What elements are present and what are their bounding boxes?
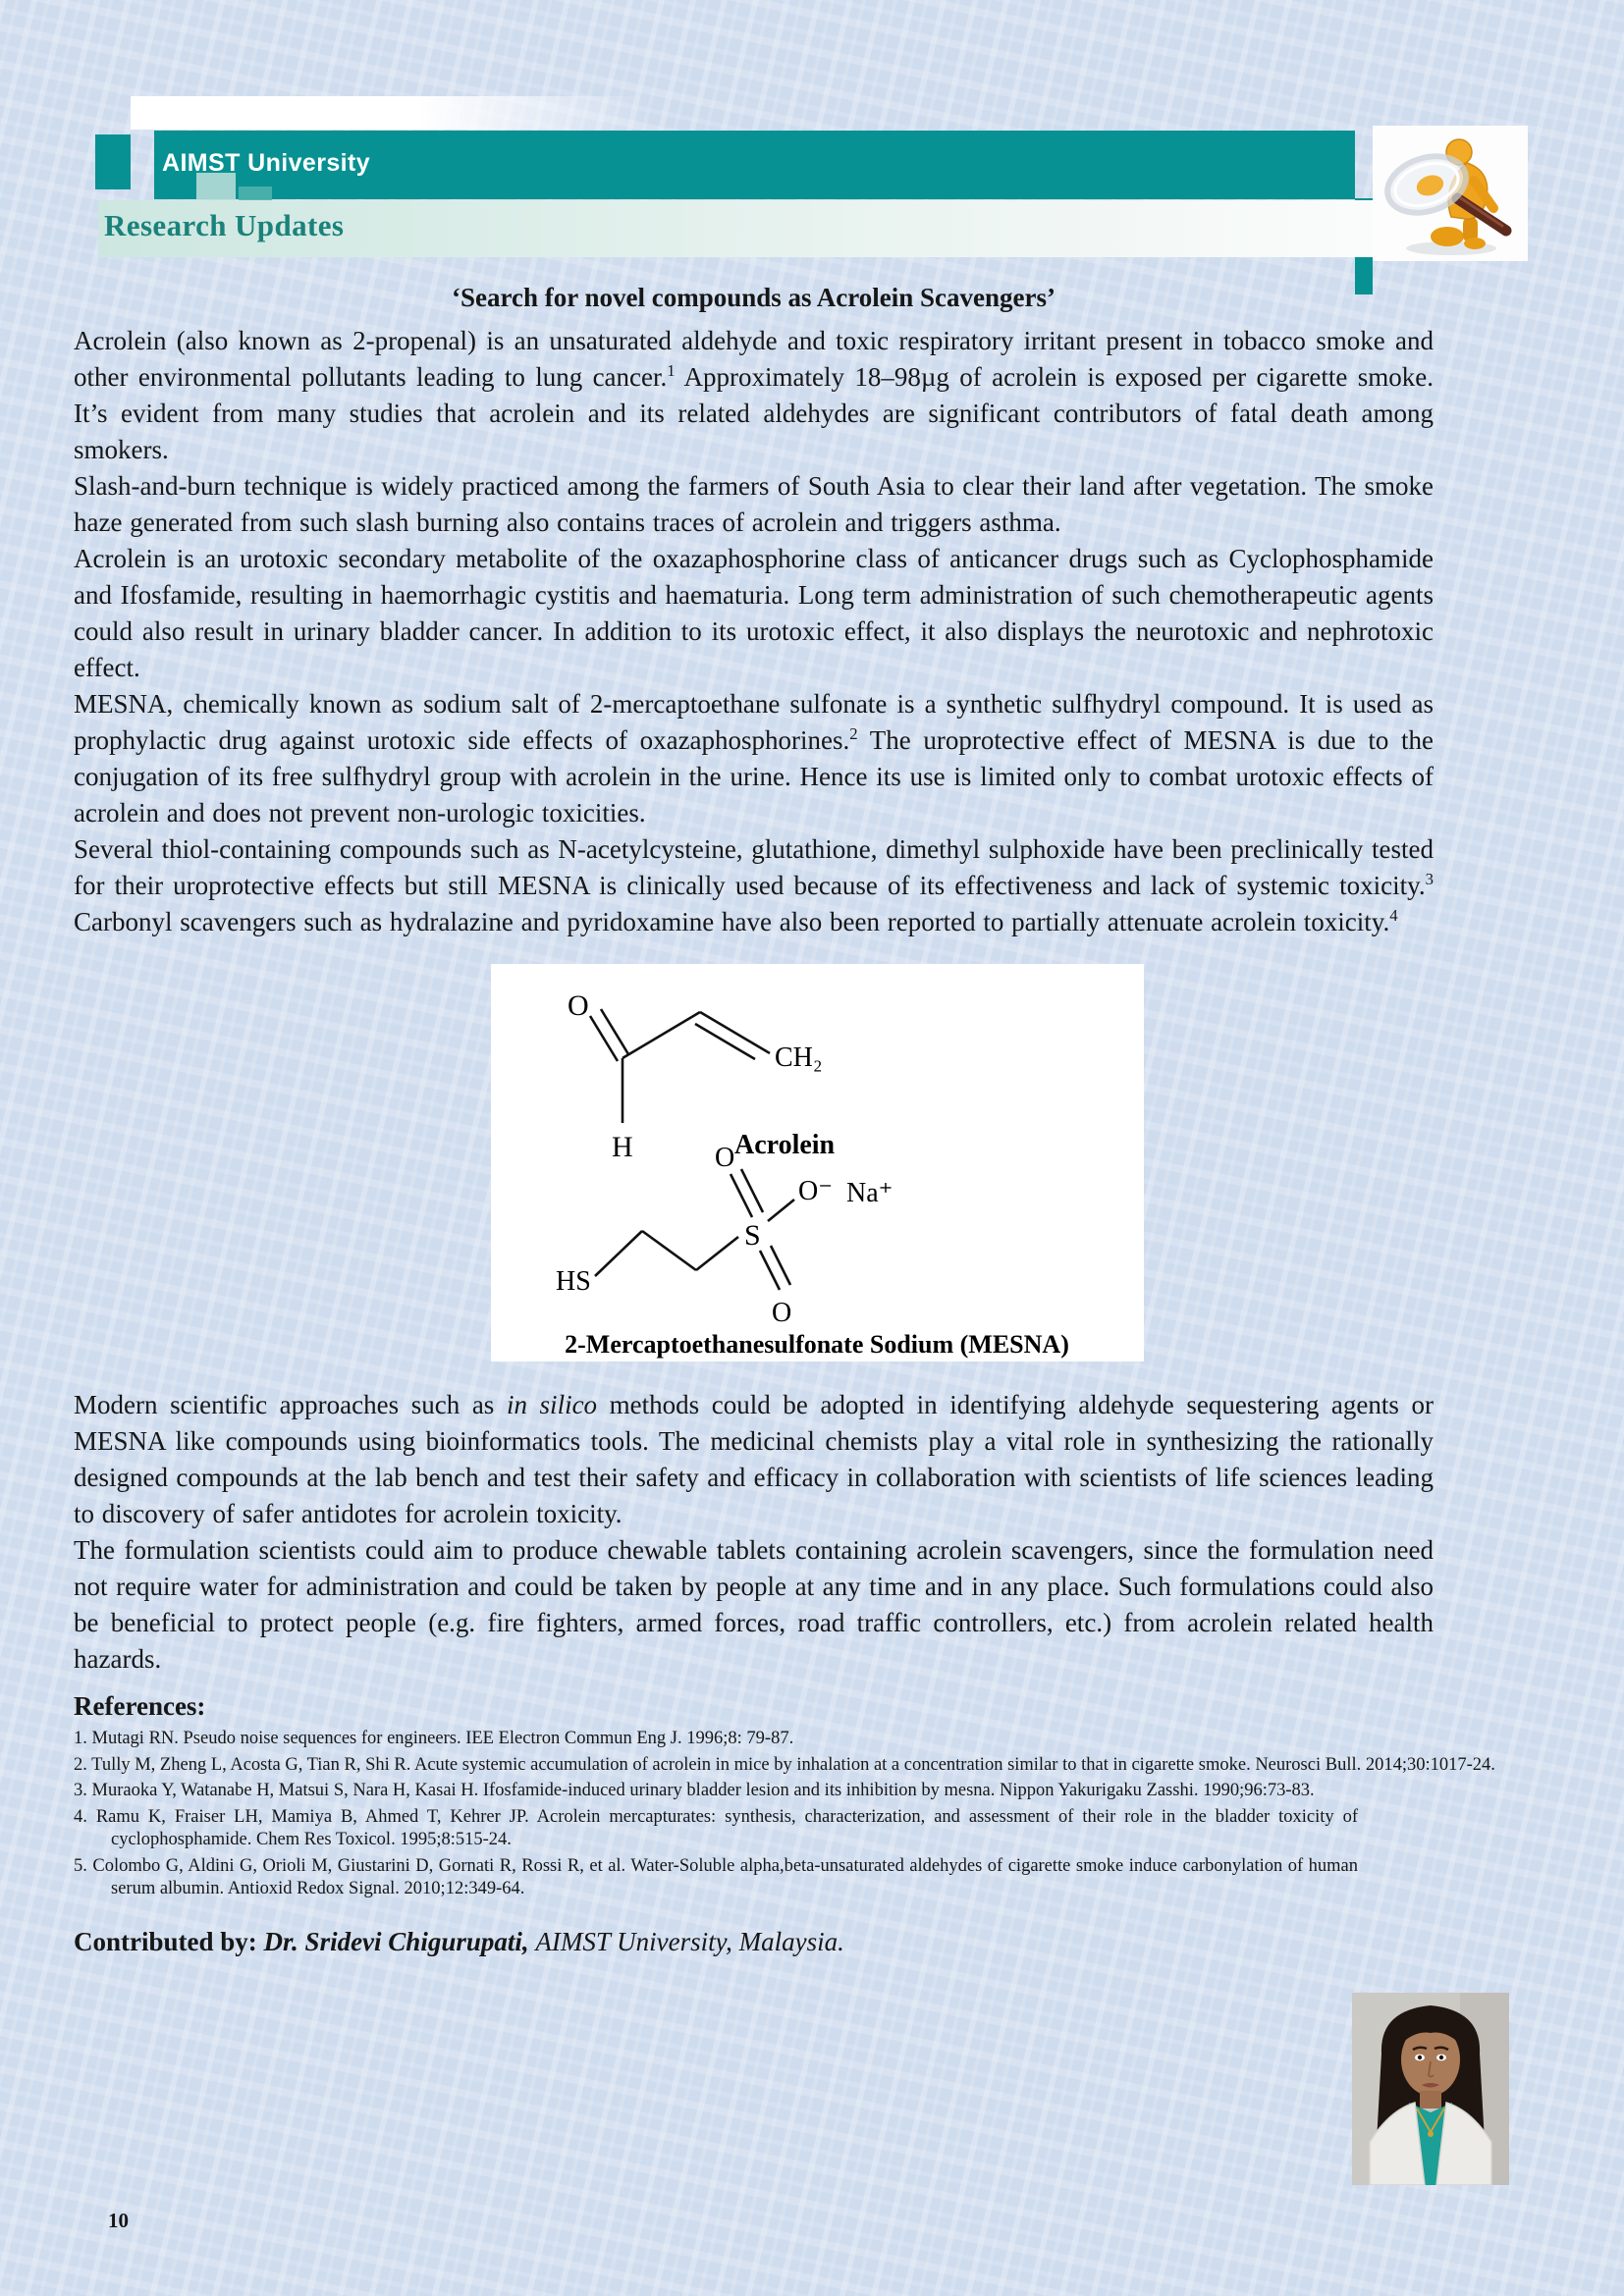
atom-label-o: O xyxy=(568,989,589,1022)
contributor-portrait-illustration xyxy=(1352,1993,1509,2185)
atom-label-hs: HS xyxy=(556,1266,591,1297)
article-paragraph: Modern scientific approaches such as in silico methods could be adopted in identifying aldehyde sequestering agents or MESNA like compounds using bioinformatics tools. The medicinal chemists play a vital role in synthesizing the rationally designed compounds at the lab bench and test their safety and efficacy in collaboration with scientists of life sciences leading to discovery of safer antidotes for acrolein toxicity. xyxy=(74,1390,1435,1528)
header-white-strip xyxy=(131,96,651,130)
contributed-by-line: Contributed by: Dr. Sridevi Chigurupati, AIMST University, Malaysia. xyxy=(74,1926,844,1956)
article-paragraph: Acrolein (also known as 2-propenal) is an unsaturated aldehyde and toxic respiratory irritant present in tobacco smoke and other environmental pollutants leading to lung cancer.$^1$ Approximately 18–98µg of acrolein is exposed per cigarette smoke. It’s evident from many studies that acrolein and its related aldehydes are significant contributors of fatal death among smokers. xyxy=(74,326,1434,464)
reference-number: 4. xyxy=(74,1806,87,1827)
reference-item xyxy=(74,1728,1542,1751)
reference-text: Tully M, Zheng L, Acosta G, Tian R, Shi R. Acute systemic accumulation of acrolein in mice by inhalation at a concentration similar to that in cigarette smoke. Neurosci Bull. 2014;30:1017-24. xyxy=(91,1754,1495,1775)
references-heading: References: xyxy=(74,1691,206,1721)
reference-item xyxy=(74,1780,1542,1803)
mesna-structure xyxy=(595,1169,794,1290)
acrolein-label: Acrolein xyxy=(734,1130,836,1160)
reference-item xyxy=(74,1855,1358,1901)
reference-text: Colombo G, Aldini G, Orioli M, Giustarini D, Gornati R, Rossi R, et al. Water-Soluble alpha,beta-unsaturated aldehydes of cigarette smoke induce carbonylation of human serum albumin. Antioxid Redox Signal. 2010;12:349-64. xyxy=(92,1855,1358,1898)
atom-label-na-plus: Na⁺ xyxy=(846,1178,893,1208)
reference-number: 1. xyxy=(74,1729,87,1748)
reference-text: Muraoka Y, Watanabe H, Matsui S, Nara H, Kasai H. Ifosfamide-induced urinary bladder lesion and its inhibition by mesna. Nippon Yakurigaku Zasshi. 1990;96:73-83. xyxy=(91,1781,1315,1800)
acrolein-structure xyxy=(590,1009,770,1123)
mesna-caption: 2-Mercaptoethanesulfonate Sodium (MESNA) xyxy=(565,1330,1069,1359)
atom-label-h: H xyxy=(612,1131,633,1163)
article-body xyxy=(74,283,1546,1957)
contributor-photo xyxy=(1352,1993,1509,2185)
university-name: AIMST University xyxy=(162,149,371,177)
reference-number: 2. xyxy=(74,1754,87,1775)
references-list xyxy=(74,1728,1542,1901)
article-paragraph: Acrolein is an urotoxic secondary metabolite of the oxazaphosphorine class of anticancer drugs such as Cyclophosphamide and Ifosfamide, resulting in haemorrhagic cystitis and haematuria. Long term administration of such chemotherapeutic agents could also result in urinary bladder cancer. In addition to its urotoxic effect, it also displays the neurotoxic and nephrotoxic effect. xyxy=(74,544,1434,682)
atom-label-ch2: CH₂ xyxy=(775,1042,823,1073)
reference-number: 3. xyxy=(74,1781,87,1800)
article-paragraph: Several thiol-containing compounds such as N-acetylcysteine, glutathione, dimethyl sulphoxide have been preclinically tested for their uroprotective effects but still MESNA is clinically used because of its effectiveness and lack of systemic toxicity.$^3$ Carbonyl scavengers such as hydralazine and pyridoxamine have also been reported to partially attenuate acrolein toxicity.$^4$ xyxy=(74,834,1434,936)
article-paragraph: MESNA, chemically known as sodium salt of 2-mercaptoethane sulfonate is a synthetic sulfhydryl compound. It is used as prophylactic drug against urotoxic side effects of oxazaphosphorines.$^2$ The uroprotective effect of MESNA is due to the conjugation of its free sulfhydryl group with acrolein in the urine. Hence its use is limited only to combat urotoxic effects of acrolein and does not prevent non-urologic toxicities. xyxy=(74,689,1434,828)
reference-item xyxy=(74,1754,1542,1778)
magnifier-figure-illustration xyxy=(1373,126,1528,261)
article-paragraph: The formulation scientists could aim to produce chewable tablets containing acrolein scavengers, since the formulation need not require water for administration and could be taken by people at any time and in any place. Such formulations could also be beneficial to protect people (e.g. fire fighters, armed forces, road traffic controllers, etc.) from acrolein related health hazards. xyxy=(74,1535,1434,1674)
portrait-person xyxy=(1370,2005,1491,2185)
atom-label-s: S xyxy=(744,1219,761,1252)
page-number: 10 xyxy=(108,2209,129,2232)
reference-text: Mutagi RN. Pseudo noise sequences for engineers. IEE Electron Commun Eng J. 1996;8: 79-87. xyxy=(91,1729,794,1748)
article-paragraph: Slash-and-burn technique is widely practiced among the farmers of South Asia to clear their land after vegetation. The smoke haze generated from such slash burning also contains traces of acrolein and triggers asthma. xyxy=(74,471,1434,537)
reference-item xyxy=(74,1806,1358,1852)
atom-label-o-lower: O xyxy=(772,1298,792,1328)
chemical-structures-figure xyxy=(491,964,1144,1362)
acrolein-mesna-structures xyxy=(491,964,1144,1362)
section-title: Research Updates xyxy=(104,208,345,242)
magnifier-figure-image xyxy=(1373,126,1528,261)
reference-number: 5. xyxy=(74,1855,87,1876)
reference-text: Ramu K, Fraiser LH, Mamiya B, Ahmed T, Kehrer JP. Acrolein mercapturates: synthesis, characterization, and assessment of their role in the bladder toxicity of cyclophosphamide. Chem Res Toxicol. 1995;8:515-24. xyxy=(95,1806,1359,1849)
decor-square-dark xyxy=(95,134,131,189)
atom-label-o-minus: O⁻ xyxy=(798,1176,833,1206)
article-title: ‘Search for novel compounds as Acrolein Scavengers’ xyxy=(452,283,1056,312)
atom-label-o-upper: O xyxy=(715,1143,735,1173)
